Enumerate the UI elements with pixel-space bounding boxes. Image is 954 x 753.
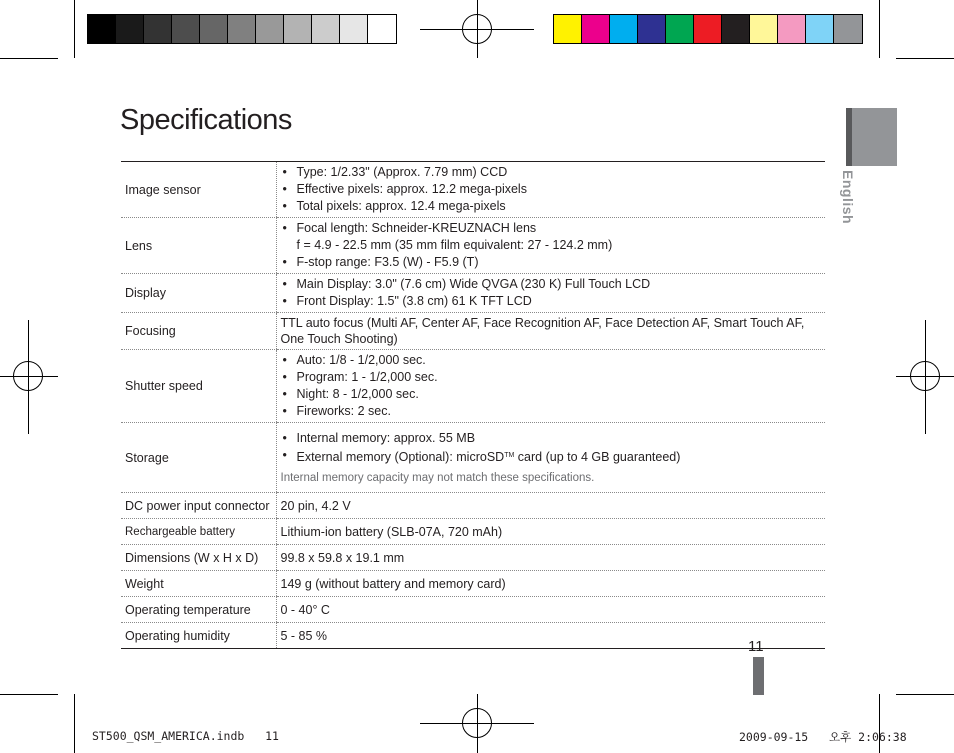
spec-bullet-list bbox=[281, 164, 826, 215]
spec-row-shutter-speed bbox=[121, 350, 825, 423]
color-swatch bbox=[284, 15, 312, 43]
page-number-bar bbox=[753, 657, 764, 695]
color-swatch bbox=[638, 15, 666, 43]
list-item: • Total pixels: approx. 12.4 mega-pixels bbox=[281, 198, 826, 215]
spec-bullet-list bbox=[281, 276, 826, 310]
color-swatch bbox=[116, 15, 144, 43]
spec-label: DC power input connector bbox=[121, 493, 276, 519]
spec-row-storage bbox=[121, 423, 825, 493]
spec-row-temperature bbox=[121, 597, 825, 623]
color-swatch bbox=[694, 15, 722, 43]
section-tab-label: English bbox=[840, 170, 856, 225]
spec-row-humidity bbox=[121, 623, 825, 649]
list-item: • Main Display: 3.0" (7.6 cm) Wide QVGA (230 K) Full Touch LCD bbox=[281, 276, 826, 293]
color-swatch bbox=[88, 15, 116, 43]
spec-row-dc-power bbox=[121, 493, 825, 519]
spec-label: Operating humidity bbox=[121, 623, 276, 649]
list-item: • Internal memory: approx. 55 MB bbox=[281, 430, 826, 447]
spec-label: Weight bbox=[121, 571, 276, 597]
color-swatch bbox=[554, 15, 582, 43]
spec-value: Lithium-ion battery (SLB-07A, 720 mAh) bbox=[276, 519, 825, 545]
section-tab-accent bbox=[846, 108, 852, 166]
spec-row-weight bbox=[121, 571, 825, 597]
spec-row-image-sensor bbox=[121, 162, 825, 218]
list-item-text: card (up to 4 GB guaranteed) bbox=[514, 449, 681, 464]
spec-value bbox=[276, 218, 825, 274]
spec-label: Focusing bbox=[121, 313, 276, 350]
color-swatch bbox=[610, 15, 638, 43]
spec-row-dimensions bbox=[121, 545, 825, 571]
footer-file-name: ST500_QSM_AMERICA.indb 11 bbox=[92, 729, 279, 743]
spec-label: Dimensions (W x H x D) bbox=[121, 545, 276, 571]
list-item: • F-stop range: F3.5 (W) - F5.9 (T) bbox=[281, 254, 826, 271]
section-tab-block bbox=[846, 108, 897, 166]
spec-value bbox=[276, 350, 825, 423]
color-swatch bbox=[778, 15, 806, 43]
spec-label: Image sensor bbox=[121, 162, 276, 218]
color-swatch bbox=[722, 15, 750, 43]
list-item: • Front Display: 1.5" (3.8 cm) 61 K TFT LCD bbox=[281, 293, 826, 310]
spec-value bbox=[276, 274, 825, 313]
spec-table bbox=[121, 161, 825, 649]
list-item-text: • Focal length: Schneider-KREUZNACH lens bbox=[296, 221, 537, 235]
color-swatch-bar bbox=[553, 14, 863, 44]
page-title: Specifications bbox=[120, 104, 292, 136]
color-swatch bbox=[834, 15, 862, 43]
gray-swatch-bar bbox=[87, 14, 397, 44]
spec-value bbox=[276, 423, 825, 493]
spec-value: 20 pin, 4.2 V bbox=[276, 493, 825, 519]
page-number: 11 bbox=[748, 638, 764, 655]
list-item bbox=[281, 447, 826, 466]
spec-label: Display bbox=[121, 274, 276, 313]
spec-bullet-list bbox=[281, 430, 826, 466]
spec-note: Internal memory capacity may not match these specifications. bbox=[280, 471, 595, 484]
color-swatch bbox=[256, 15, 284, 43]
spec-label: Operating temperature bbox=[121, 597, 276, 623]
color-swatch bbox=[666, 15, 694, 43]
spec-value: 149 g (without battery and memory card) bbox=[276, 571, 825, 597]
color-swatch bbox=[750, 15, 778, 43]
list-item: • Auto: 1/8 - 1/2,000 sec. bbox=[281, 352, 826, 369]
spec-label: Lens bbox=[121, 218, 276, 274]
footer-timestamp: 2009-09-15 오후 2:06:38 bbox=[739, 730, 907, 744]
color-swatch bbox=[340, 15, 368, 43]
spec-row-focusing bbox=[121, 313, 825, 350]
spec-row-lens bbox=[121, 218, 825, 274]
list-item bbox=[281, 220, 826, 254]
list-item: • Fireworks: 2 sec. bbox=[281, 403, 826, 420]
color-swatch bbox=[200, 15, 228, 43]
list-item: • Effective pixels: approx. 12.2 mega-pixels bbox=[281, 181, 826, 198]
spec-value: 0 - 40° C bbox=[276, 597, 825, 623]
list-item: • Night: 8 - 1/2,000 sec. bbox=[281, 386, 826, 403]
trademark-mark: TM bbox=[504, 451, 515, 459]
color-swatch bbox=[582, 15, 610, 43]
color-swatch bbox=[368, 15, 396, 43]
spec-value: 99.8 x 59.8 x 19.1 mm bbox=[276, 545, 825, 571]
spec-label: Shutter speed bbox=[121, 350, 276, 423]
spec-value: TTL auto focus (Multi AF, Center AF, Face Recognition AF, Face Detection AF, Smart Touch AF, One Touch Shooting) bbox=[276, 313, 825, 350]
spec-value: 5 - 85 % bbox=[276, 623, 825, 649]
spec-label: Rechargeable battery bbox=[121, 519, 276, 545]
color-swatch bbox=[312, 15, 340, 43]
color-swatch bbox=[806, 15, 834, 43]
spec-label: Storage bbox=[121, 423, 276, 493]
spec-bullet-list bbox=[281, 352, 826, 420]
spec-bullet-list bbox=[281, 220, 826, 271]
list-item: • Program: 1 - 1/2,000 sec. bbox=[281, 369, 826, 386]
spec-row-battery bbox=[121, 519, 825, 545]
spec-value bbox=[276, 162, 825, 218]
color-swatch bbox=[172, 15, 200, 43]
list-item-text: External memory (Optional): microSD bbox=[296, 449, 505, 464]
color-swatch bbox=[228, 15, 256, 43]
list-item-subtext: f = 4.9 - 22.5 mm (35 mm film equivalent: 27 - 124.2 mm) bbox=[296, 238, 613, 252]
list-item: • Type: 1/2.33" (Approx. 7.79 mm) CCD bbox=[281, 164, 826, 181]
color-swatch bbox=[144, 15, 172, 43]
spec-row-display bbox=[121, 274, 825, 313]
